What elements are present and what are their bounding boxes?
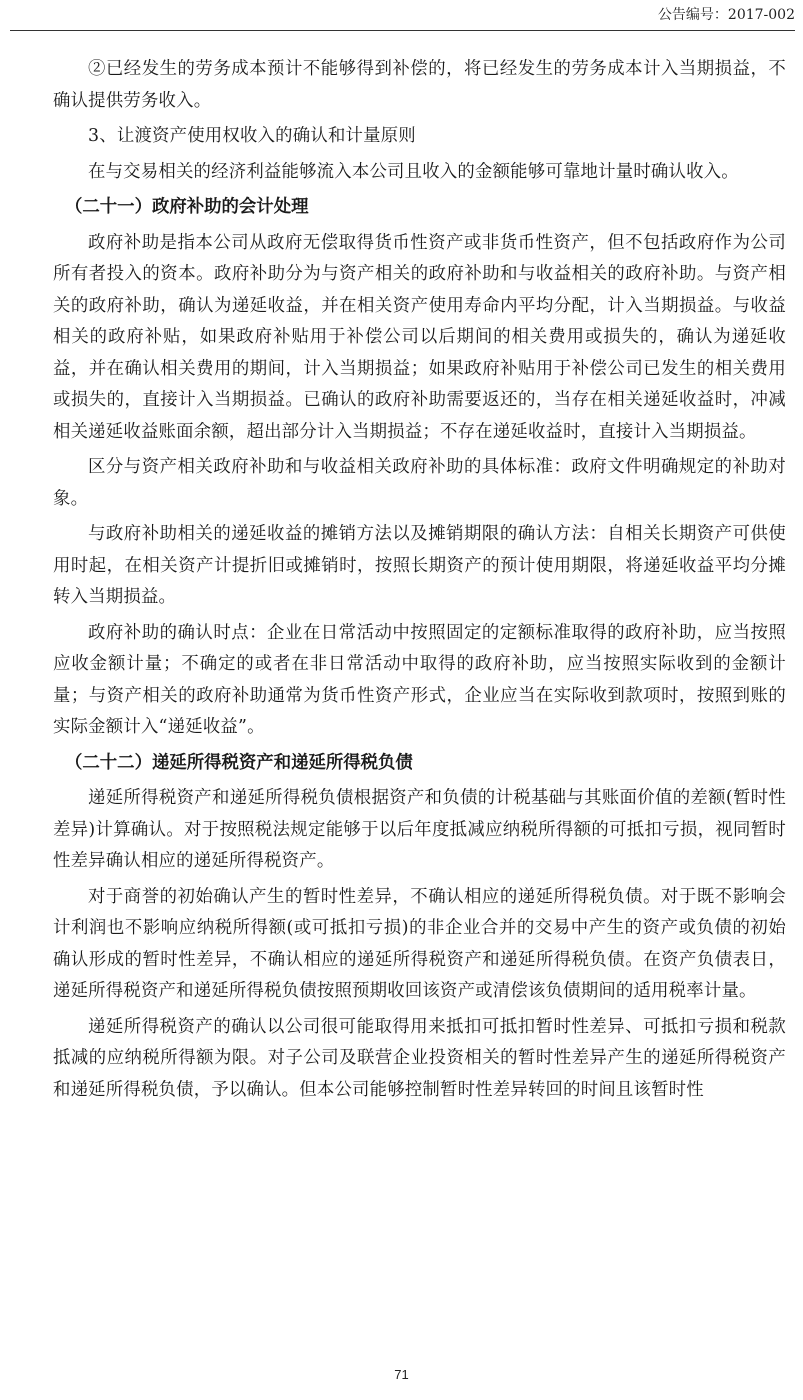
paragraph-deferred-tax-asset-limit: 递延所得税资产的确认以公司很可能取得用来抵扣可抵扣暂时性差异、可抵扣亏损和税款抵减的应纳税所得额为限。对子公司及联营企业投资相关的暂时性差异产生的递延所得税资产和递延所得税负债，予以确认。但本公司能够控制暂时性差异转回的时间且该暂时性 (53, 1016, 786, 1100)
page-header (10, 0, 795, 31)
paragraph-goodwill-temporary-difference: 对于商誉的初始确认产生的暂时性差异，不确认相应的递延所得税负债。对于既不影响会计利润也不影响应纳税所得额(或可抵扣亏损)的非企业合并的交易中产生的资产或负债的初始确认形成的暂时性差异，不确认相应的递延所得税资产和递延所得税负债。在资产负债表日，递延所得税资产和递延所得税负债按照预期收回该资产或清偿该负债期间的适用税率计量。 (53, 886, 786, 1001)
paragraph-revenue-recognition: 在与交易相关的经济利益能够流入本公司且收入的金额能够可靠地计量时确认收入。 (88, 161, 739, 182)
announcement-number: 公告编号：2017-002 (657, 7, 795, 23)
document-body (53, 54, 786, 1106)
paragraph-grant-classification-standard: 区分与资产相关政府补助和与收益相关政府补助的具体标准：政府文件明确规定的补助对象。 (53, 457, 786, 509)
page-number: 71 (394, 1367, 409, 1382)
paragraph-grant-recognition-timing: 政府补助的确认时点：企业在日常活动中按照固定的定额标准取得的政府补助，应当按照应收金额计量；不确定的或者在非日常活动中取得的政府补助，应当按照实际收到的金额计量；与资产相关的政府补助通常为货币性资产形式，企业应当在实际收到款项时，按照到账的实际金额计入“递延收益”。 (53, 622, 786, 737)
section-heading-government-grants: （二十一）政府补助的会计处理 (65, 197, 309, 217)
paragraph-labor-cost: ②已经发生的劳务成本预计不能够得到补偿的，将已经发生的劳务成本计入当期损益，不确认提供劳务收入。 (53, 59, 786, 111)
section-heading-deferred-tax: （二十二）递延所得税资产和递延所得税负债 (65, 752, 413, 773)
paragraph-deferred-income-amortization: 与政府补助相关的递延收益的摊销方法以及摊销期限的确认方法：自相关长期资产可供使用时起，在相关资产计提折旧或摊销时，按照长期资产的预计使用期限，将递延收益平均分摊转入当期损益。 (53, 524, 786, 607)
paragraph-deferred-tax-basis: 递延所得税资产和递延所得税负债根据资产和负债的计税基础与其账面价值的差额(暂时性差异)计算确认。对于按照税法规定能够于以后年度抵减应纳税所得额的可抵扣亏损，视同暂时性差异确认相应的递延所得税资产。 (53, 788, 786, 871)
paragraph-usage-right-title: 3、让渡资产使用权收入的确认和计量原则 (88, 126, 416, 146)
paragraph-government-grants-definition: 政府补助是指本公司从政府无偿取得货币性资产或非货币性资产，但不包括政府作为公司所有者投入的资本。政府补助分为与资产相关的政府补助和与收益相关的政府补助。与资产相关的政府补助，确认为递延收益，并在相关资产使用寿命内平均分配，计入当期损益。与收益相关的政府补贴，如果政府补贴用于补偿公司以后期间的相关费用或损失的，确认为递延收益，并在确认相关费用的期间，计入当期损益；如果政府补贴用于补偿公司已发生的相关费用或损失的，直接计入当期损益。已确认的政府补助需要返还的，当存在相关递延收益时，冲减相关递延收益账面余额，超出部分计入当期损益；不存在递延收益时，直接计入当期损益。 (53, 232, 786, 442)
